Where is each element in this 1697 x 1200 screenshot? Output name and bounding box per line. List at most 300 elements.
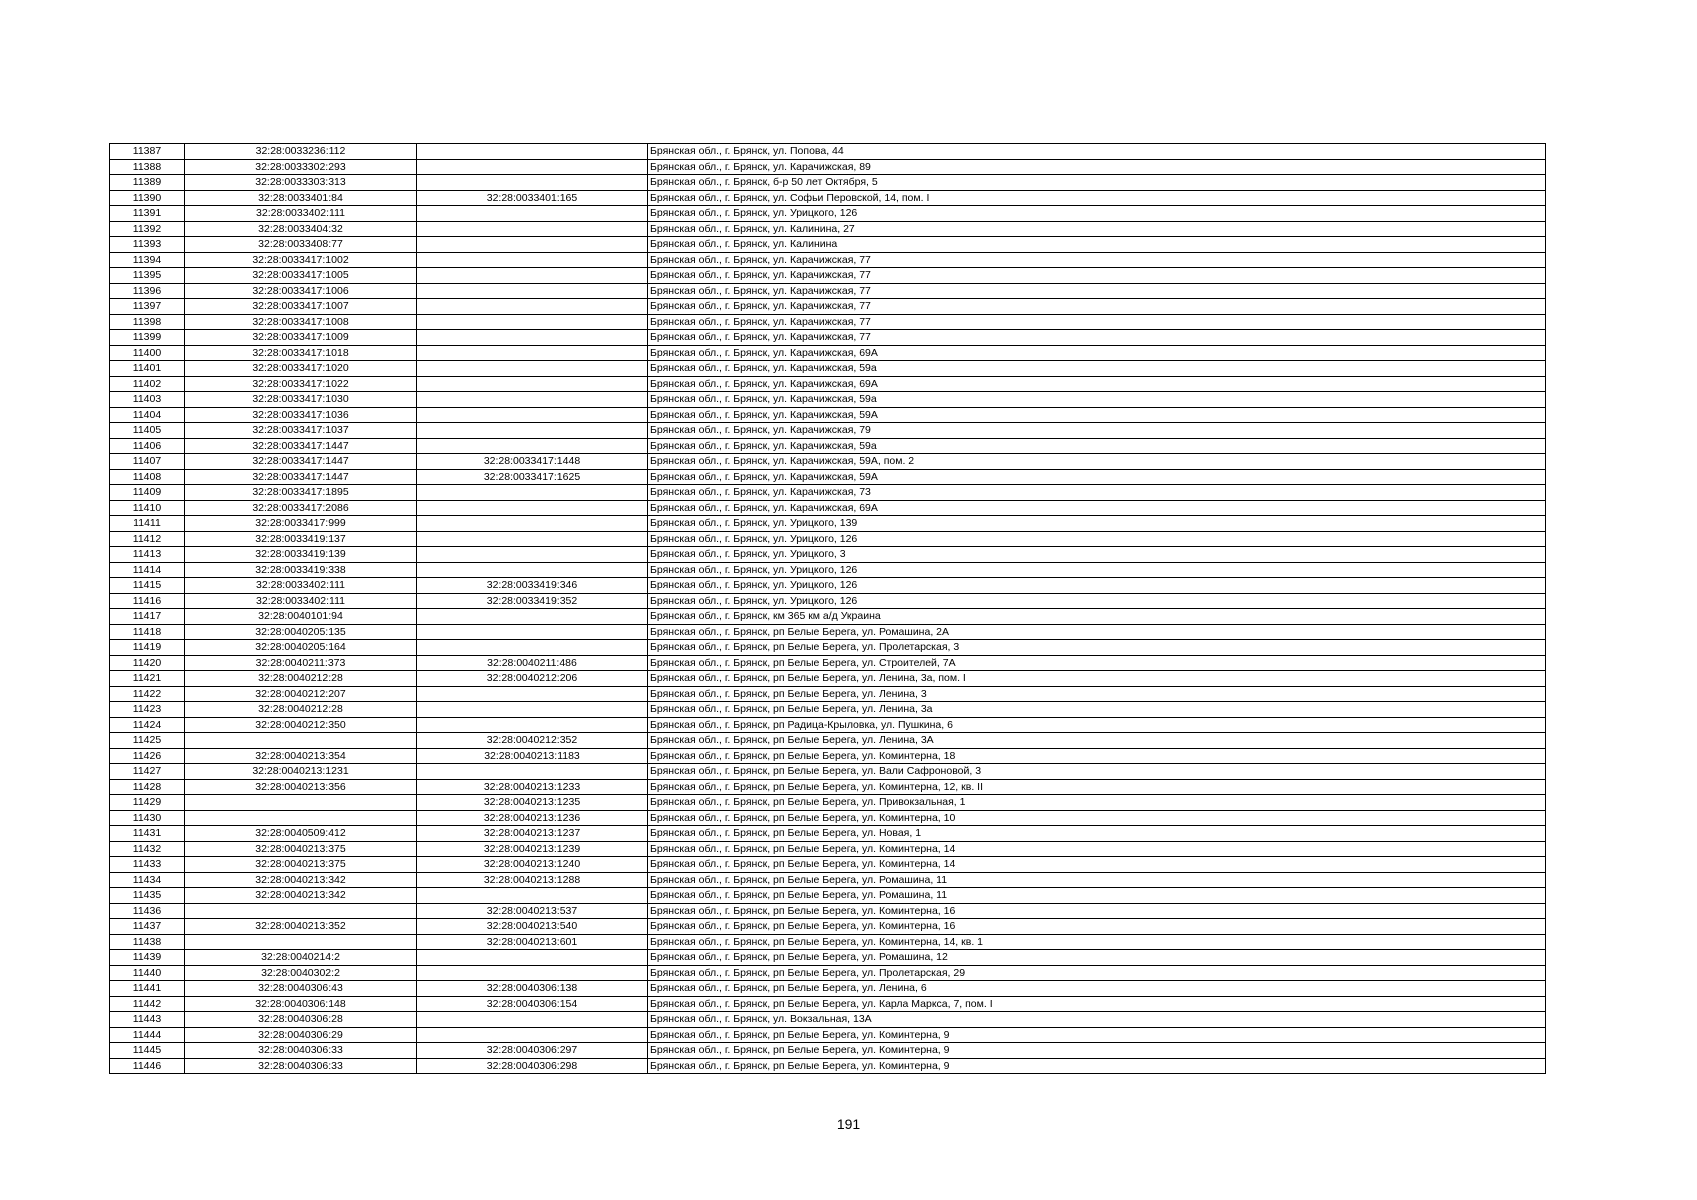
related-cadastral-number-cell: 32:28:0040306:297	[417, 1043, 648, 1059]
address-cell: Брянская обл., г. Брянск, рп Белые Берега, ул. Коминтерна, 9	[648, 1058, 1546, 1074]
address-cell: Брянская обл., г. Брянск, рп Белые Берега, ул. Ленина, 3	[648, 686, 1546, 702]
address-cell: Брянская обл., г. Брянск, рп Белые Берега, ул. Коминтерна, 14	[648, 857, 1546, 873]
cadastral-number-cell	[185, 934, 417, 950]
cadastral-number-cell: 32:28:0040211:373	[185, 655, 417, 671]
related-cadastral-number-cell	[417, 686, 648, 702]
row-number-cell: 11414	[110, 562, 185, 578]
table-row	[110, 376, 1546, 392]
row-number-cell: 11396	[110, 283, 185, 299]
table-row	[110, 981, 1546, 997]
table-row	[110, 438, 1546, 454]
row-number-cell: 11424	[110, 717, 185, 733]
address-cell: Брянская обл., г. Брянск, ул. Карачижская, 59А	[648, 469, 1546, 485]
related-cadastral-number-cell	[417, 376, 648, 392]
related-cadastral-number-cell: 32:28:0033417:1448	[417, 454, 648, 470]
cadastral-number-cell: 32:28:0040213:342	[185, 888, 417, 904]
table-row	[110, 516, 1546, 532]
table-row	[110, 609, 1546, 625]
table-row	[110, 779, 1546, 795]
row-number-cell: 11413	[110, 547, 185, 563]
table-row	[110, 919, 1546, 935]
cadastral-number-cell: 32:28:0033417:1037	[185, 423, 417, 439]
address-cell: Брянская обл., г. Брянск, б-р 50 лет Октября, 5	[648, 175, 1546, 191]
address-cell: Брянская обл., г. Брянск, ул. Урицкого, 139	[648, 516, 1546, 532]
table-row	[110, 407, 1546, 423]
address-cell: Брянская обл., г. Брянск, ул. Урицкого, 126	[648, 593, 1546, 609]
row-number-cell: 11406	[110, 438, 185, 454]
related-cadastral-number-cell	[417, 485, 648, 501]
cadastral-number-cell: 32:28:0040101:94	[185, 609, 417, 625]
row-number-cell: 11431	[110, 826, 185, 842]
table-row	[110, 1012, 1546, 1028]
related-cadastral-number-cell	[417, 299, 648, 315]
cadastral-number-cell: 32:28:0040212:350	[185, 717, 417, 733]
row-number-cell: 11397	[110, 299, 185, 315]
address-cell: Брянская обл., г. Брянск, рп Белые Берега, ул. Коминтерна, 16	[648, 903, 1546, 919]
row-number-cell: 11391	[110, 206, 185, 222]
related-cadastral-number-cell: 32:28:0033419:352	[417, 593, 648, 609]
table-row	[110, 361, 1546, 377]
registry-table	[109, 143, 1546, 1074]
cadastral-number-cell: 32:28:0040213:356	[185, 779, 417, 795]
related-cadastral-number-cell	[417, 268, 648, 284]
address-cell: Брянская обл., г. Брянск, рп Белые Берега, ул. Ромашина, 2А	[648, 624, 1546, 640]
table-row	[110, 500, 1546, 516]
row-number-cell: 11390	[110, 190, 185, 206]
table-row	[110, 268, 1546, 284]
row-number-cell: 11422	[110, 686, 185, 702]
address-cell: Брянская обл., г. Брянск, ул. Урицкого, 126	[648, 206, 1546, 222]
address-cell: Брянская обл., г. Брянск, рп Белые Берега, ул. Ромашина, 11	[648, 888, 1546, 904]
related-cadastral-number-cell	[417, 950, 648, 966]
table-row	[110, 175, 1546, 191]
address-cell: Брянская обл., г. Брянск, рп Радица-Крыловка, ул. Пушкина, 6	[648, 717, 1546, 733]
cadastral-number-cell: 32:28:0033302:293	[185, 159, 417, 175]
cadastral-number-cell: 32:28:0033402:111	[185, 206, 417, 222]
related-cadastral-number-cell	[417, 144, 648, 160]
table-row	[110, 655, 1546, 671]
cadastral-number-cell: 32:28:0040213:375	[185, 841, 417, 857]
cadastral-number-cell: 32:28:0040205:164	[185, 640, 417, 656]
related-cadastral-number-cell	[417, 206, 648, 222]
table-row	[110, 237, 1546, 253]
table-row	[110, 547, 1546, 563]
cadastral-number-cell: 32:28:0033404:32	[185, 221, 417, 237]
address-cell: Брянская обл., г. Брянск, ул. Карачижская, 89	[648, 159, 1546, 175]
row-number-cell: 11415	[110, 578, 185, 594]
table-row	[110, 190, 1546, 206]
related-cadastral-number-cell	[417, 237, 648, 253]
related-cadastral-number-cell: 32:28:0040211:486	[417, 655, 648, 671]
cadastral-number-cell: 32:28:0033417:1036	[185, 407, 417, 423]
address-cell: Брянская обл., г. Брянск, ул. Карачижская, 79	[648, 423, 1546, 439]
row-number-cell: 11434	[110, 872, 185, 888]
related-cadastral-number-cell: 32:28:0040213:1237	[417, 826, 648, 842]
related-cadastral-number-cell	[417, 547, 648, 563]
address-cell: Брянская обл., г. Брянск, ул. Карачижская, 59А, пом. 2	[648, 454, 1546, 470]
address-cell: Брянская обл., г. Брянск, ул. Урицкого, 3	[648, 547, 1546, 563]
cadastral-number-cell: 32:28:0033417:1895	[185, 485, 417, 501]
cadastral-number-cell: 32:28:0040306:43	[185, 981, 417, 997]
related-cadastral-number-cell	[417, 423, 648, 439]
cadastral-number-cell: 32:28:0033417:2086	[185, 500, 417, 516]
address-cell: Брянская обл., г. Брянск, ул. Карачижская, 59а	[648, 361, 1546, 377]
address-cell: Брянская обл., г. Брянск, ул. Урицкого, 126	[648, 562, 1546, 578]
address-cell: Брянская обл., г. Брянск, ул. Карачижская, 77	[648, 299, 1546, 315]
row-number-cell: 11444	[110, 1027, 185, 1043]
cadastral-number-cell: 32:28:0033417:1008	[185, 314, 417, 330]
address-cell: Брянская обл., г. Брянск, ул. Софьи Перовской, 14, пом. I	[648, 190, 1546, 206]
row-number-cell: 11387	[110, 144, 185, 160]
row-number-cell: 11394	[110, 252, 185, 268]
cadastral-number-cell: 32:28:0033402:111	[185, 578, 417, 594]
table-row	[110, 717, 1546, 733]
table-row	[110, 671, 1546, 687]
table-row	[110, 562, 1546, 578]
address-cell: Брянская обл., г. Брянск, ул. Карачижская, 77	[648, 330, 1546, 346]
table-row	[110, 1027, 1546, 1043]
address-cell: Брянская обл., г. Брянск, рп Белые Берега, ул. Коминтерна, 9	[648, 1027, 1546, 1043]
row-number-cell: 11399	[110, 330, 185, 346]
row-number-cell: 11388	[110, 159, 185, 175]
row-number-cell: 11432	[110, 841, 185, 857]
cadastral-number-cell: 32:28:0040306:28	[185, 1012, 417, 1028]
related-cadastral-number-cell: 32:28:0040213:1240	[417, 857, 648, 873]
table-row	[110, 330, 1546, 346]
row-number-cell: 11412	[110, 531, 185, 547]
related-cadastral-number-cell: 32:28:0040213:537	[417, 903, 648, 919]
address-cell: Брянская обл., г. Брянск, км 365 км а/д Украина	[648, 609, 1546, 625]
address-cell: Брянская обл., г. Брянск, рп Белые Берега, ул. Коминтерна, 18	[648, 748, 1546, 764]
row-number-cell: 11429	[110, 795, 185, 811]
address-cell: Брянская обл., г. Брянск, рп Белые Берега, ул. Коминтерна, 9	[648, 1043, 1546, 1059]
table-row	[110, 485, 1546, 501]
row-number-cell: 11400	[110, 345, 185, 361]
address-cell: Брянская обл., г. Брянск, ул. Карачижская, 77	[648, 283, 1546, 299]
table-row	[110, 314, 1546, 330]
cadastral-number-cell	[185, 733, 417, 749]
cadastral-number-cell: 32:28:0033417:1007	[185, 299, 417, 315]
cadastral-number-cell: 32:28:0033417:1002	[185, 252, 417, 268]
cadastral-number-cell: 32:28:0040306:33	[185, 1043, 417, 1059]
address-cell: Брянская обл., г. Брянск, ул. Карачижская, 69А	[648, 345, 1546, 361]
table-row	[110, 283, 1546, 299]
table-row	[110, 640, 1546, 656]
cadastral-number-cell: 32:28:0033419:139	[185, 547, 417, 563]
table-row	[110, 733, 1546, 749]
address-cell: Брянская обл., г. Брянск, рп Белые Берега, ул. Ромашина, 12	[648, 950, 1546, 966]
table-row	[110, 578, 1546, 594]
address-cell: Брянская обл., г. Брянск, рп Белые Берега, ул. Ленина, 3А	[648, 733, 1546, 749]
address-cell: Брянская обл., г. Брянск, рп Белые Берега, ул. Ленина, 6	[648, 981, 1546, 997]
table-row	[110, 1043, 1546, 1059]
row-number-cell: 11421	[110, 671, 185, 687]
cadastral-number-cell: 32:28:0040306:29	[185, 1027, 417, 1043]
table-row	[110, 624, 1546, 640]
row-number-cell: 11409	[110, 485, 185, 501]
table-row	[110, 423, 1546, 439]
address-cell: Брянская обл., г. Брянск, рп Белые Берега, ул. Ленина, 3а, пом. I	[648, 671, 1546, 687]
row-number-cell: 11407	[110, 454, 185, 470]
table-row	[110, 252, 1546, 268]
cadastral-number-cell: 32:28:0033419:137	[185, 531, 417, 547]
cadastral-number-cell: 32:28:0033417:1022	[185, 376, 417, 392]
cadastral-number-cell: 32:28:0033417:1009	[185, 330, 417, 346]
cadastral-number-cell: 32:28:0033408:77	[185, 237, 417, 253]
address-cell: Брянская обл., г. Брянск, рп Белые Берега, ул. Коминтерна, 12, кв. II	[648, 779, 1546, 795]
cadastral-number-cell: 32:28:0040212:28	[185, 671, 417, 687]
table-row	[110, 888, 1546, 904]
table-row	[110, 299, 1546, 315]
related-cadastral-number-cell	[417, 609, 648, 625]
cadastral-number-cell: 32:28:0040214:2	[185, 950, 417, 966]
address-cell: Брянская обл., г. Брянск, ул. Урицкого, 126	[648, 578, 1546, 594]
row-number-cell: 11437	[110, 919, 185, 935]
related-cadastral-number-cell	[417, 888, 648, 904]
related-cadastral-number-cell	[417, 562, 648, 578]
table-row	[110, 934, 1546, 950]
related-cadastral-number-cell: 32:28:0040306:138	[417, 981, 648, 997]
related-cadastral-number-cell: 32:28:0033401:165	[417, 190, 648, 206]
row-number-cell: 11440	[110, 965, 185, 981]
row-number-cell: 11425	[110, 733, 185, 749]
table-row	[110, 469, 1546, 485]
related-cadastral-number-cell: 32:28:0040306:298	[417, 1058, 648, 1074]
table-row	[110, 1058, 1546, 1074]
related-cadastral-number-cell	[417, 702, 648, 718]
address-cell: Брянская обл., г. Брянск, ул. Урицкого, 126	[648, 531, 1546, 547]
row-number-cell: 11393	[110, 237, 185, 253]
table-row	[110, 903, 1546, 919]
cadastral-number-cell: 32:28:0033303:313	[185, 175, 417, 191]
row-number-cell: 11427	[110, 764, 185, 780]
row-number-cell: 11398	[110, 314, 185, 330]
row-number-cell: 11403	[110, 392, 185, 408]
related-cadastral-number-cell: 32:28:0040213:1235	[417, 795, 648, 811]
address-cell: Брянская обл., г. Брянск, ул. Карачижская, 77	[648, 268, 1546, 284]
table-row	[110, 826, 1546, 842]
related-cadastral-number-cell	[417, 1027, 648, 1043]
cadastral-number-cell: 32:28:0033401:84	[185, 190, 417, 206]
address-cell: Брянская обл., г. Брянск, ул. Карачижская, 59А	[648, 407, 1546, 423]
related-cadastral-number-cell	[417, 330, 648, 346]
row-number-cell: 11410	[110, 500, 185, 516]
row-number-cell: 11430	[110, 810, 185, 826]
table-row	[110, 841, 1546, 857]
row-number-cell: 11402	[110, 376, 185, 392]
cadastral-number-cell: 32:28:0033417:1005	[185, 268, 417, 284]
row-number-cell: 11405	[110, 423, 185, 439]
cadastral-number-cell	[185, 903, 417, 919]
table-row	[110, 392, 1546, 408]
row-number-cell: 11389	[110, 175, 185, 191]
table-row	[110, 593, 1546, 609]
table-row	[110, 221, 1546, 237]
row-number-cell: 11423	[110, 702, 185, 718]
related-cadastral-number-cell	[417, 252, 648, 268]
address-cell: Брянская обл., г. Брянск, ул. Калинина, 27	[648, 221, 1546, 237]
related-cadastral-number-cell: 32:28:0040212:206	[417, 671, 648, 687]
cadastral-number-cell: 32:28:0040213:354	[185, 748, 417, 764]
row-number-cell: 11442	[110, 996, 185, 1012]
row-number-cell: 11416	[110, 593, 185, 609]
cadastral-number-cell: 32:28:0033236:112	[185, 144, 417, 160]
related-cadastral-number-cell: 32:28:0033417:1625	[417, 469, 648, 485]
address-cell: Брянская обл., г. Брянск, рп Белые Берега, ул. Ленина, 3а	[648, 702, 1546, 718]
address-cell: Брянская обл., г. Брянск, рп Белые Берега, ул. Новая, 1	[648, 826, 1546, 842]
row-number-cell: 11446	[110, 1058, 185, 1074]
cadastral-number-cell: 32:28:0040213:342	[185, 872, 417, 888]
address-cell: Брянская обл., г. Брянск, ул. Карачижская, 69А	[648, 376, 1546, 392]
related-cadastral-number-cell: 32:28:0040212:352	[417, 733, 648, 749]
cadastral-number-cell: 32:28:0040213:352	[185, 919, 417, 935]
cadastral-number-cell: 32:28:0033402:111	[185, 593, 417, 609]
cadastral-number-cell: 32:28:0033417:1447	[185, 438, 417, 454]
row-number-cell: 11411	[110, 516, 185, 532]
related-cadastral-number-cell	[417, 624, 648, 640]
row-number-cell: 11439	[110, 950, 185, 966]
table-row	[110, 345, 1546, 361]
cadastral-number-cell	[185, 795, 417, 811]
address-cell: Брянская обл., г. Брянск, ул. Вокзальная, 13А	[648, 1012, 1546, 1028]
cadastral-number-cell: 32:28:0033417:999	[185, 516, 417, 532]
address-cell: Брянская обл., г. Брянск, ул. Калинина	[648, 237, 1546, 253]
row-number-cell: 11436	[110, 903, 185, 919]
row-number-cell: 11404	[110, 407, 185, 423]
cadastral-number-cell: 32:28:0033417:1030	[185, 392, 417, 408]
cadastral-number-cell: 32:28:0033417:1018	[185, 345, 417, 361]
related-cadastral-number-cell	[417, 345, 648, 361]
cadastral-number-cell: 32:28:0040213:375	[185, 857, 417, 873]
related-cadastral-number-cell	[417, 221, 648, 237]
table-row	[110, 872, 1546, 888]
table-row	[110, 531, 1546, 547]
address-cell: Брянская обл., г. Брянск, рп Белые Берега, ул. Ромашина, 11	[648, 872, 1546, 888]
related-cadastral-number-cell	[417, 965, 648, 981]
table-row	[110, 454, 1546, 470]
address-cell: Брянская обл., г. Брянск, рп Белые Берега, ул. Коминтерна, 10	[648, 810, 1546, 826]
row-number-cell: 11428	[110, 779, 185, 795]
table-row	[110, 810, 1546, 826]
related-cadastral-number-cell: 32:28:0040213:1183	[417, 748, 648, 764]
address-cell: Брянская обл., г. Брянск, рп Белые Берега, ул. Карла Маркса, 7, пом. I	[648, 996, 1546, 1012]
related-cadastral-number-cell	[417, 717, 648, 733]
address-cell: Брянская обл., г. Брянск, ул. Карачижская, 69А	[648, 500, 1546, 516]
table-row	[110, 748, 1546, 764]
row-number-cell: 11419	[110, 640, 185, 656]
related-cadastral-number-cell	[417, 283, 648, 299]
address-cell: Брянская обл., г. Брянск, рп Белые Берега, ул. Коминтерна, 14, кв. 1	[648, 934, 1546, 950]
cadastral-number-cell: 32:28:0040302:2	[185, 965, 417, 981]
address-cell: Брянская обл., г. Брянск, ул. Карачижская, 59а	[648, 438, 1546, 454]
row-number-cell: 11392	[110, 221, 185, 237]
related-cadastral-number-cell	[417, 531, 648, 547]
address-cell: Брянская обл., г. Брянск, рп Белые Берега, ул. Пролетарская, 29	[648, 965, 1546, 981]
table-row	[110, 965, 1546, 981]
related-cadastral-number-cell	[417, 640, 648, 656]
related-cadastral-number-cell	[417, 407, 648, 423]
address-cell: Брянская обл., г. Брянск, ул. Попова, 44	[648, 144, 1546, 160]
table-row	[110, 795, 1546, 811]
related-cadastral-number-cell	[417, 500, 648, 516]
related-cadastral-number-cell: 32:28:0040213:1236	[417, 810, 648, 826]
row-number-cell: 11408	[110, 469, 185, 485]
related-cadastral-number-cell	[417, 314, 648, 330]
table-row	[110, 144, 1546, 160]
table-row	[110, 159, 1546, 175]
address-cell: Брянская обл., г. Брянск, рп Белые Берега, ул. Привокзальная, 1	[648, 795, 1546, 811]
cadastral-number-cell: 32:28:0040509:412	[185, 826, 417, 842]
related-cadastral-number-cell: 32:28:0040213:540	[417, 919, 648, 935]
table-row	[110, 950, 1546, 966]
address-cell: Брянская обл., г. Брянск, рп Белые Берега, ул. Строителей, 7А	[648, 655, 1546, 671]
cadastral-number-cell: 32:28:0040212:207	[185, 686, 417, 702]
related-cadastral-number-cell: 32:28:0040213:601	[417, 934, 648, 950]
cadastral-number-cell: 32:28:0033417:1006	[185, 283, 417, 299]
related-cadastral-number-cell	[417, 516, 648, 532]
table-row	[110, 996, 1546, 1012]
related-cadastral-number-cell	[417, 764, 648, 780]
related-cadastral-number-cell: 32:28:0040213:1239	[417, 841, 648, 857]
row-number-cell: 11443	[110, 1012, 185, 1028]
related-cadastral-number-cell: 32:28:0033419:346	[417, 578, 648, 594]
related-cadastral-number-cell: 32:28:0040306:154	[417, 996, 648, 1012]
related-cadastral-number-cell	[417, 159, 648, 175]
row-number-cell: 11401	[110, 361, 185, 377]
table-row	[110, 686, 1546, 702]
row-number-cell: 11420	[110, 655, 185, 671]
related-cadastral-number-cell	[417, 438, 648, 454]
table-row	[110, 702, 1546, 718]
row-number-cell: 11441	[110, 981, 185, 997]
cadastral-number-cell: 32:28:0040213:1231	[185, 764, 417, 780]
address-cell: Брянская обл., г. Брянск, рп Белые Берега, ул. Коминтерна, 14	[648, 841, 1546, 857]
cadastral-number-cell: 32:28:0033417:1447	[185, 454, 417, 470]
row-number-cell: 11417	[110, 609, 185, 625]
page-number: 191	[836, 1116, 861, 1132]
address-cell: Брянская обл., г. Брянск, ул. Карачижская, 73	[648, 485, 1546, 501]
address-cell: Брянская обл., г. Брянск, рп Белые Берега, ул. Коминтерна, 16	[648, 919, 1546, 935]
address-cell: Брянская обл., г. Брянск, ул. Карачижская, 77	[648, 314, 1546, 330]
related-cadastral-number-cell	[417, 1012, 648, 1028]
row-number-cell: 11418	[110, 624, 185, 640]
related-cadastral-number-cell: 32:28:0040213:1288	[417, 872, 648, 888]
row-number-cell: 11395	[110, 268, 185, 284]
address-cell: Брянская обл., г. Брянск, рп Белые Берега, ул. Пролетарская, 3	[648, 640, 1546, 656]
related-cadastral-number-cell	[417, 361, 648, 377]
row-number-cell: 11433	[110, 857, 185, 873]
cadastral-number-cell: 32:28:0040205:135	[185, 624, 417, 640]
cadastral-number-cell: 32:28:0040212:28	[185, 702, 417, 718]
address-cell: Брянская обл., г. Брянск, ул. Карачижская, 59а	[648, 392, 1546, 408]
cadastral-number-cell: 32:28:0040306:33	[185, 1058, 417, 1074]
row-number-cell: 11426	[110, 748, 185, 764]
cadastral-number-cell	[185, 810, 417, 826]
row-number-cell: 11435	[110, 888, 185, 904]
row-number-cell: 11445	[110, 1043, 185, 1059]
row-number-cell: 11438	[110, 934, 185, 950]
cadastral-number-cell: 32:28:0033417:1447	[185, 469, 417, 485]
address-cell: Брянская обл., г. Брянск, рп Белые Берега, ул. Вали Сафроновой, 3	[648, 764, 1546, 780]
cadastral-number-cell: 32:28:0033419:338	[185, 562, 417, 578]
table-row	[110, 206, 1546, 222]
cadastral-number-cell: 32:28:0033417:1020	[185, 361, 417, 377]
registry-table-body	[110, 144, 1546, 1074]
related-cadastral-number-cell	[417, 392, 648, 408]
related-cadastral-number-cell: 32:28:0040213:1233	[417, 779, 648, 795]
cadastral-number-cell: 32:28:0040306:148	[185, 996, 417, 1012]
related-cadastral-number-cell	[417, 175, 648, 191]
